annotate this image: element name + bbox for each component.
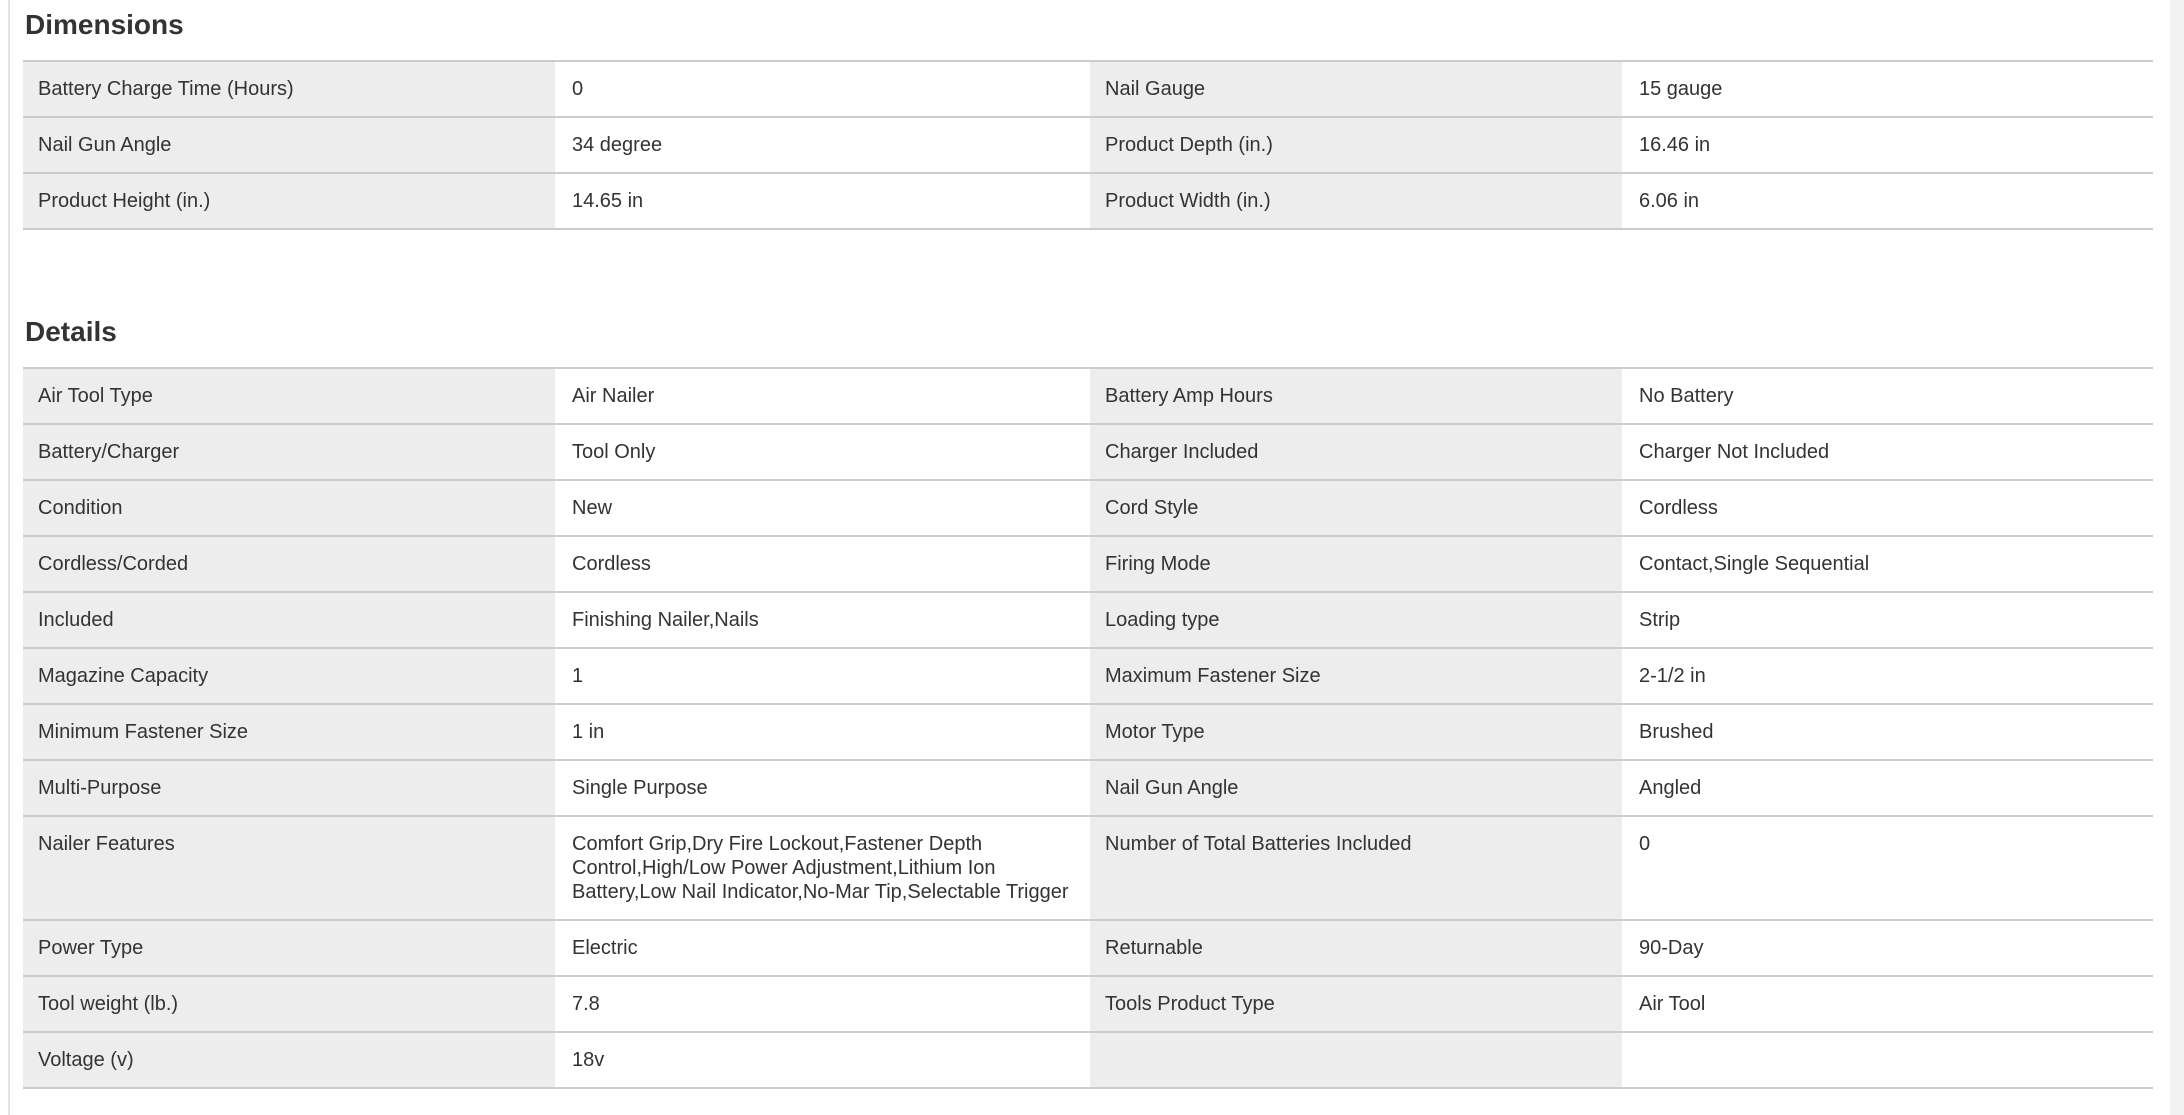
spec-value: No Battery	[1622, 369, 2153, 425]
section-heading: Details	[25, 316, 117, 347]
spec-value: Single Purpose	[555, 761, 1090, 817]
spec-value: New	[555, 481, 1090, 537]
spec-value: 0	[1622, 817, 2153, 921]
spec-value	[1622, 1033, 2153, 1089]
spec-label: Product Width (in.)	[1090, 174, 1622, 230]
spec-value: 2-1/2 in	[1622, 649, 2153, 705]
section-heading: Dimensions	[25, 9, 184, 40]
spec-value: Air Nailer	[555, 369, 1090, 425]
scrollbar-track[interactable]	[2170, 0, 2184, 1115]
spec-label: Included	[23, 593, 555, 649]
spec-label: Tools Product Type	[1090, 977, 1622, 1033]
spec-label: Firing Mode	[1090, 537, 1622, 593]
spec-label: Returnable	[1090, 921, 1622, 977]
spec-value: 18v	[555, 1033, 1090, 1089]
spec-label: Loading type	[1090, 593, 1622, 649]
spec-label: Air Tool Type	[23, 369, 555, 425]
spec-table	[23, 367, 2153, 1089]
spec-value: 34 degree	[555, 118, 1090, 174]
spec-label: Multi-Purpose	[23, 761, 555, 817]
spec-value: Cordless	[1622, 481, 2153, 537]
spec-label: Number of Total Batteries Included	[1090, 817, 1622, 921]
spec-label: Nailer Features	[23, 817, 555, 921]
spec-value: Cordless	[555, 537, 1090, 593]
spec-label: Cordless/Corded	[23, 537, 555, 593]
spec-label: Condition	[23, 481, 555, 537]
spec-label: Nail Gauge	[1090, 62, 1622, 118]
spec-value: 14.65 in	[555, 174, 1090, 230]
spec-value: 15 gauge	[1622, 62, 2153, 118]
spec-label	[1090, 1033, 1622, 1089]
spec-value: Strip	[1622, 593, 2153, 649]
spec-label: Battery Amp Hours	[1090, 369, 1622, 425]
spec-value: 0	[555, 62, 1090, 118]
spec-label: Motor Type	[1090, 705, 1622, 761]
specifications-content	[23, 0, 2153, 1089]
spec-section	[23, 8, 2153, 230]
spec-label: Voltage (v)	[23, 1033, 555, 1089]
spec-label: Tool weight (lb.)	[23, 977, 555, 1033]
spec-label: Cord Style	[1090, 481, 1622, 537]
spec-label: Product Height (in.)	[23, 174, 555, 230]
spec-label: Minimum Fastener Size	[23, 705, 555, 761]
spec-label: Battery Charge Time (Hours)	[23, 62, 555, 118]
spec-value: Comfort Grip,Dry Fire Lockout,Fastener Depth Control,High/Low Power Adjustment,Lithium Ion Battery,Low Nail Indicator,No-Mar Tip,Selectable Trigger	[555, 817, 1090, 921]
spec-label: Maximum Fastener Size	[1090, 649, 1622, 705]
spec-value: Charger Not Included	[1622, 425, 2153, 481]
spec-section	[23, 315, 2153, 1089]
spec-value: Brushed	[1622, 705, 2153, 761]
spec-value: 1	[555, 649, 1090, 705]
spec-label: Charger Included	[1090, 425, 1622, 481]
spec-value: Finishing Nailer,Nails	[555, 593, 1090, 649]
spec-value: Tool Only	[555, 425, 1090, 481]
spec-table	[23, 60, 2153, 230]
spec-label: Magazine Capacity	[23, 649, 555, 705]
spec-value: Contact,Single Sequential	[1622, 537, 2153, 593]
left-divider	[8, 0, 10, 1115]
spec-value: Electric	[555, 921, 1090, 977]
spec-label: Power Type	[23, 921, 555, 977]
spec-value: Angled	[1622, 761, 2153, 817]
spec-value: Air Tool	[1622, 977, 2153, 1033]
spec-value: 6.06 in	[1622, 174, 2153, 230]
spec-label: Nail Gun Angle	[23, 118, 555, 174]
spec-value: 90-Day	[1622, 921, 2153, 977]
spec-label: Battery/Charger	[23, 425, 555, 481]
spec-label: Product Depth (in.)	[1090, 118, 1622, 174]
spec-label: Nail Gun Angle	[1090, 761, 1622, 817]
spec-value: 7.8	[555, 977, 1090, 1033]
spec-value: 16.46 in	[1622, 118, 2153, 174]
spec-value: 1 in	[555, 705, 1090, 761]
